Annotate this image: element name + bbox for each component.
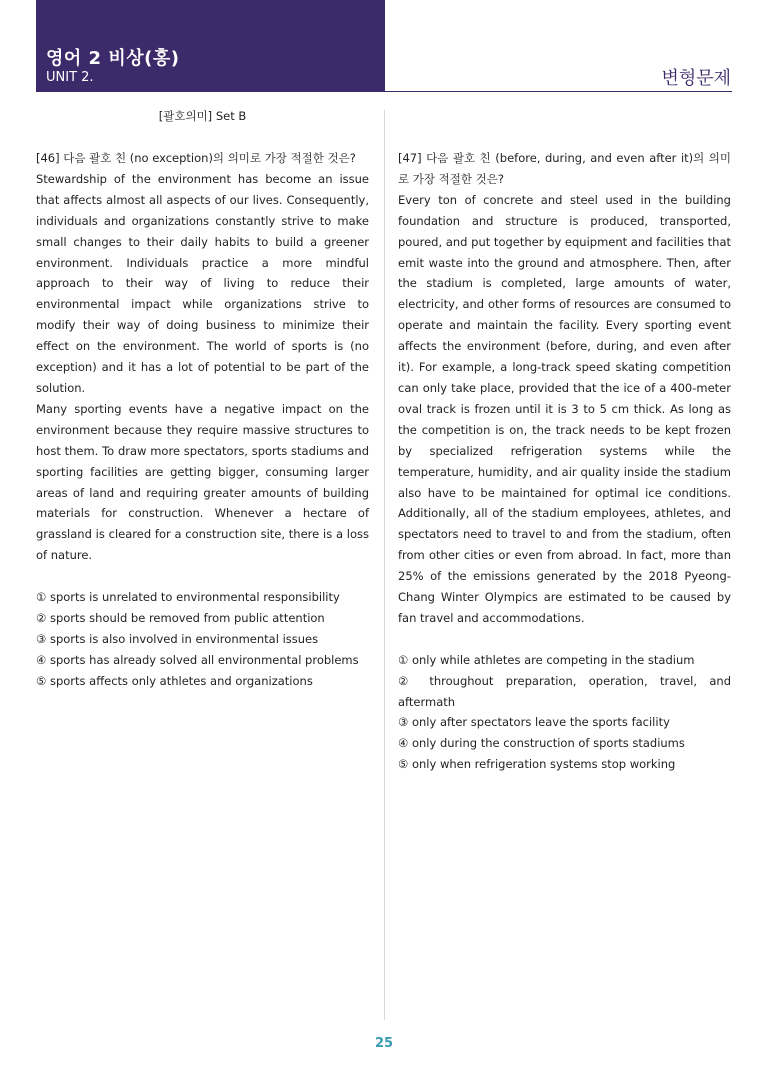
column-divider [384, 110, 385, 1020]
answer-choice[interactable]: ③ only after spectators leave the sports facility [398, 715, 670, 730]
question-prompt: [46] 다음 괄호 친 (no exception)의 의미로 가장 적절한 것은? [36, 151, 356, 165]
answer-choice[interactable]: ④ only during the construction of sports stadiums [398, 736, 685, 751]
question-47 [398, 148, 731, 775]
textbook-title: 영어 2 비상(홍) [46, 48, 180, 69]
question-46 [36, 148, 369, 692]
answer-choices [36, 587, 369, 692]
answer-choice[interactable]: ⑤ only when refrigeration systems stop working [398, 757, 676, 772]
answer-choice[interactable]: ① only while athletes are competing in the stadium [398, 652, 695, 667]
section-title: 변형문제 [661, 68, 731, 89]
answer-choice[interactable]: ⑤ sports affects only athletes and organizations [36, 673, 313, 688]
answer-choices [398, 650, 731, 775]
passage-paragraph: Every ton of concrete and steel used in the building foundation and structure is produced, transported, poured, and put together by equipment and facilities that emit waste into the ground and atmosphere. Then, after the stadium is completed, large amounts of water, electricity, and other forms of resources are consumed to operate and maintain the facility. Every sporting event affects the environment (before, during, and even after it). For example, a long-track speed skating competition can only take place, provided that the ice of a 400-meter oval track is frozen until it is 3 to 5 cm thick. As long as the competition is on, the track needs to be kept frozen by specialized refrigeration systems while the temperature, humidity, and air quality inside the stadium also have to be maintained for optimal ice conditions. Additionally, all of the stadium employees, athletes, and spectators need to travel to and from the stadium, often from other cities or even from abroad. In fact, more than 25% of the emissions generated by the 2018 Pyeong- Chang Winter Olympics are estimated to be caused by fan travel and accommodations. [398, 192, 731, 625]
header-banner [36, 0, 385, 92]
answer-choice[interactable]: ① sports is unrelated to environmental responsibility [36, 590, 340, 605]
unit-label: UNIT 2. [46, 70, 94, 85]
answer-choice[interactable]: ② throughout preparation, operation, travel, and aftermath [398, 673, 731, 709]
set-label: [괄호의미] Set B [158, 109, 247, 123]
passage-paragraph: Stewardship of the environment has become an issue that affects almost all aspects of our lives. Consequently, individuals and organizations constantly strive to make small changes to their daily habits to build a greener environment. Individuals practice a more mindful approach to their way of living to reduce their environmental impact while organizations strive to modify their way of doing business to minimize their effect on the environment. The world of sports is (no exception) and it has a lot of potential to be part of the solution. [36, 171, 369, 395]
answer-choice[interactable]: ② sports should be removed from public attention [36, 610, 325, 625]
answer-choice[interactable]: ④ sports has already solved all environmental problems [36, 652, 359, 667]
passage-paragraph: Many sporting events have a negative impact on the environment because they require massive structures to host them. To draw more spectators, sports stadiums and sporting facilities are getting bigger, consuming larger areas of land and requiring greater amounts of building materials for construction. Whenever a hectare of grassland is cleared for a construction site, there is a loss of nature. [36, 401, 369, 563]
question-prompt: [47] 다음 괄호 친 (before, during, and even after it)의 의미로 가장 적절한 것은? [398, 151, 731, 186]
page-number: 25 [374, 1036, 394, 1051]
answer-choice[interactable]: ③ sports is also involved in environmental issues [36, 631, 319, 646]
header-rule [385, 91, 732, 92]
